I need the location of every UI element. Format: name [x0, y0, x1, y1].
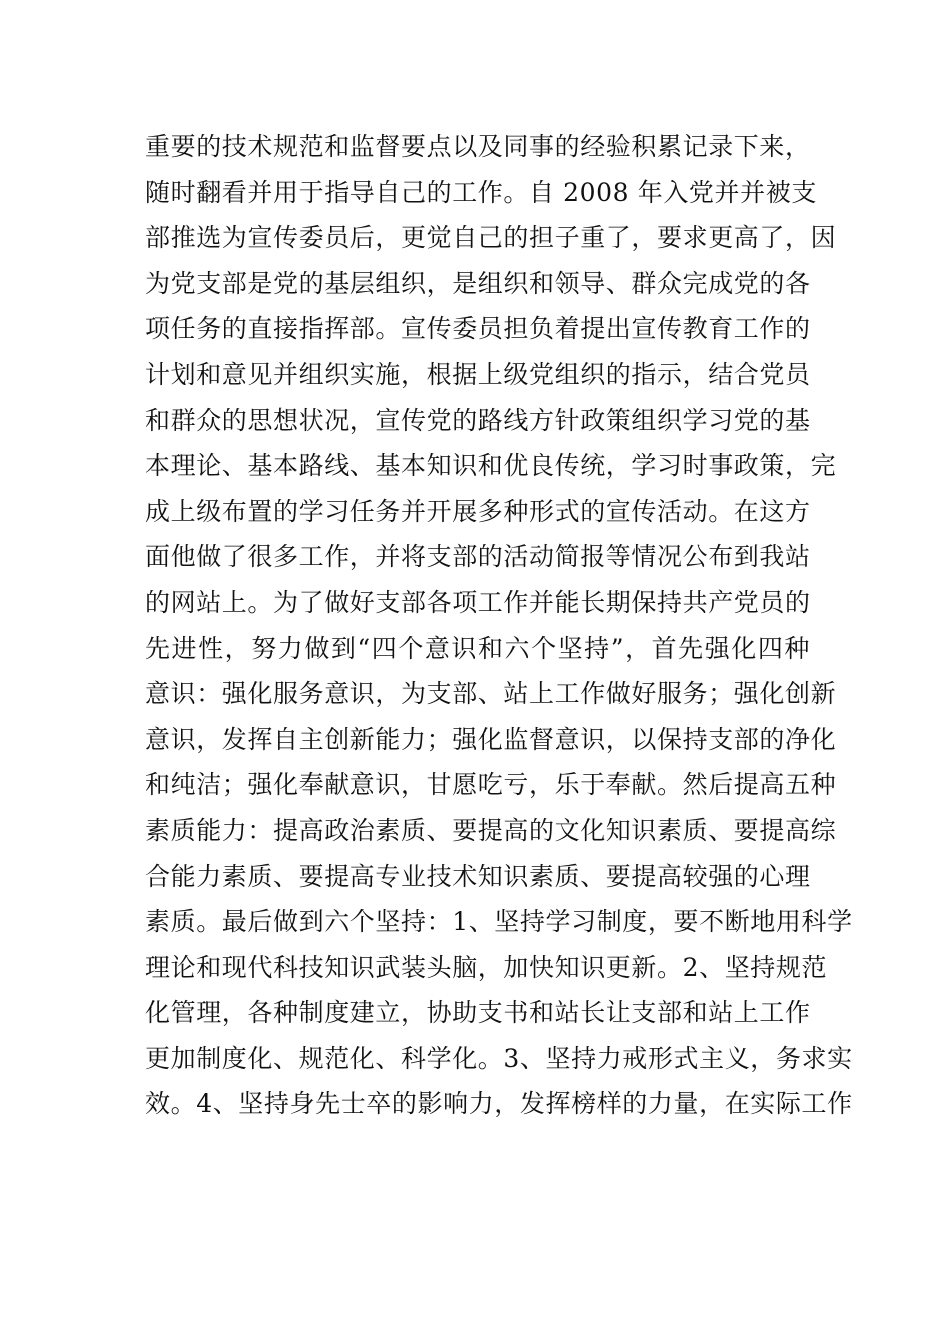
text-line: 意识，发挥自主创新能力；强化监督意识，以保持支部的净化 [145, 724, 837, 754]
text-line: 理论和现代科技知识武装头脑，加快知识更新。2、坚持规范 [145, 952, 828, 982]
text-line: 效。4、坚持身先士卒的影响力，发挥榜样的力量，在实际工作 [145, 1089, 853, 1119]
text-line: 计划和意见并组织实施，根据上级党组织的指示，结合党员 [145, 359, 811, 389]
text-line: 素质。最后做到六个坚持：1、坚持学习制度，要不断地用科学 [145, 907, 853, 937]
text-line: 面他做了很多工作，并将支部的活动简报等情况公布到我站 [145, 542, 811, 572]
text-line: 和群众的思想状况，宣传党的路线方针政策组织学习党的基 [145, 405, 811, 435]
text-line: 成上级布置的学习任务并开展多种形式的宣传活动。在这方 [145, 496, 811, 526]
text-line: 素质能力：提高政治素质、要提高的文化知识素质、要提高综 [145, 815, 837, 845]
text-line: 更加制度化、规范化、科学化。3、坚持力戒形式主义，务求实 [145, 1043, 853, 1073]
text-line: 意识：强化服务意识，为支部、站上工作做好服务；强化创新 [145, 679, 837, 709]
text-line: 部推选为宣传委员后，更觉自己的担子重了，要求更高了，因 [145, 223, 837, 253]
text-line: 的网站上。为了做好支部各项工作并能长期保持共产党员的 [145, 587, 811, 617]
text-line: 随时翻看并用于指导自己的工作。自 2008 年入党并并被支 [145, 177, 817, 207]
text-line: 本理论、基本路线、基本知识和优良传统，学习时事政策，完 [145, 451, 837, 481]
body-text [145, 124, 853, 1127]
text-line: 化管理，各种制度建立，协助支书和站长让支部和站上工作 [145, 998, 811, 1028]
text-line: 和纯洁；强化奉献意识，甘愿吃亏，乐于奉献。然后提高五种 [145, 770, 837, 800]
text-line: 项任务的直接指挥部。宣传委员担负着提出宣传教育工作的 [145, 314, 811, 344]
text-line: 重要的技术规范和监督要点以及同事的经验积累记录下来， [145, 132, 811, 161]
text-line: 合能力素质、要提高专业技术知识素质、要提高较强的心理 [145, 861, 811, 891]
text-line: 先进性，努力做到“四个意识和六个坚持”，首先强化四种 [145, 633, 810, 663]
text-line: 为党支部是党的基层组织，是组织和领导、群众完成党的各 [145, 268, 811, 298]
